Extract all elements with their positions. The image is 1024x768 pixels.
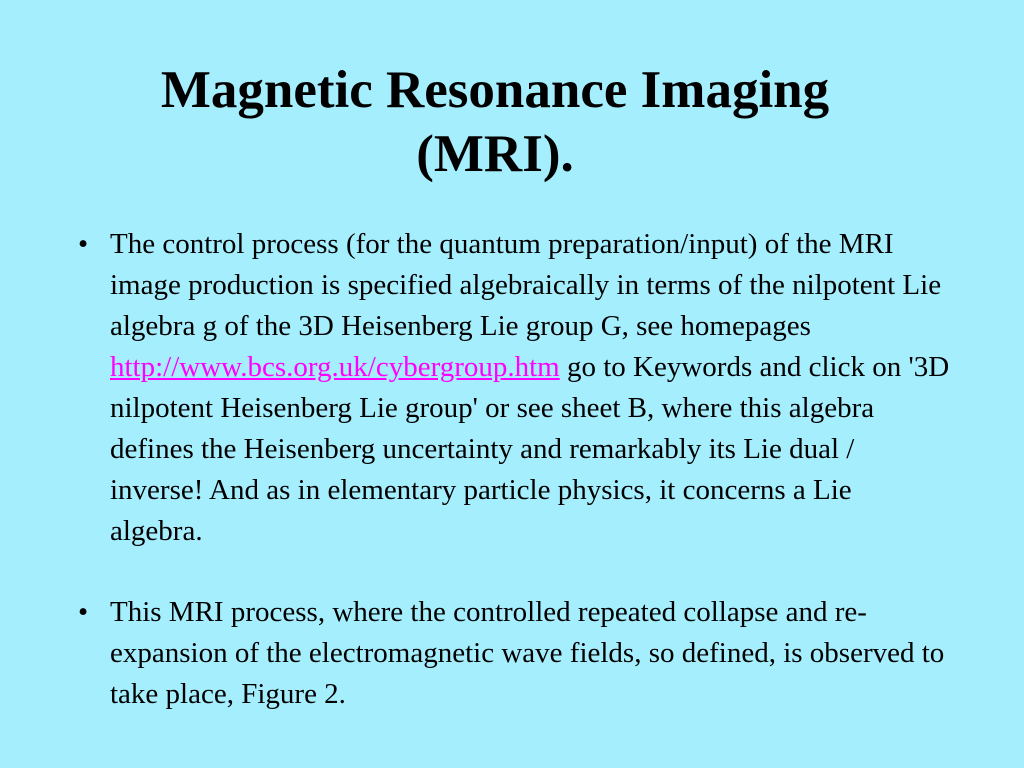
bullet-1-text-before-link: The control process (for the quantum preparation/input) of the MRI image production is specified algebraically in terms of the nilpotent Lie algebra g of the 3D Heisenberg Lie group G, see homepages — [110, 228, 942, 342]
bullet-list — [78, 224, 950, 715]
slide-title-line-1: Magnetic Resonance Imaging — [160, 61, 830, 119]
slide-title-line-2: (MRI). — [416, 125, 574, 183]
cybergroup-link[interactable]: http://www.bcs.org.uk/cybergroup.htm — [110, 351, 560, 383]
bullet-2-text: This MRI process, where the controlled repeated collapse and re-expansion of the electromagnetic wave fields, so defined, is observed to take place, Figure 2. — [110, 596, 945, 710]
bullet-icon: • — [78, 228, 89, 260]
bullet-icon: • — [78, 596, 89, 628]
bullet-item-1 — [78, 224, 950, 552]
bullet-item-2 — [78, 592, 950, 715]
slide-title — [0, 58, 990, 186]
bullet-1-text-after-link: go to Keywords and click on '3D nilpotent Heisenberg Lie group' or see sheet B, where this algebra defines the Heisenberg uncertainty and remarkably its Lie dual / inverse! And as in elementary particle physics, it concerns a Lie algebra. — [110, 351, 950, 547]
